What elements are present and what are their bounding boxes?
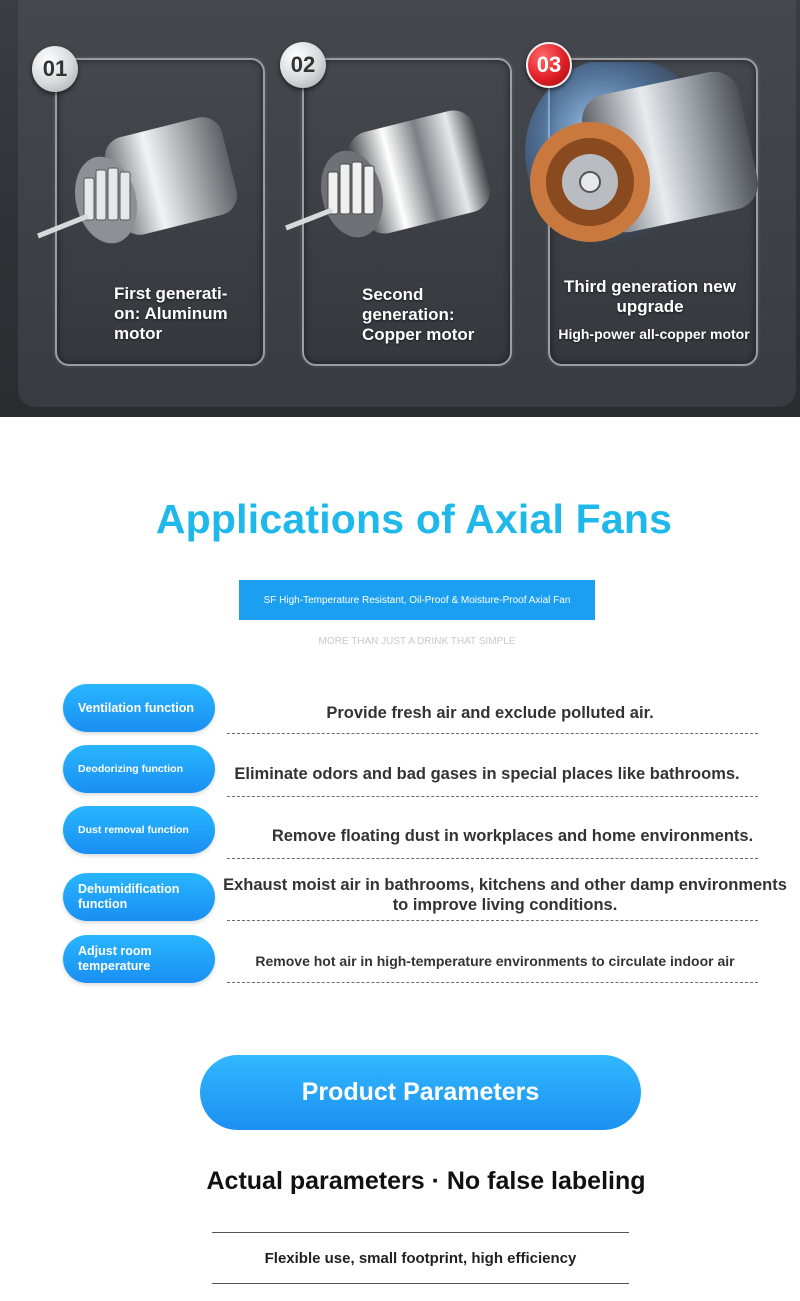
function-description — [222, 875, 788, 915]
divider — [227, 796, 758, 797]
generation-2-line: generation: — [362, 305, 455, 324]
aluminum-motor-image — [36, 108, 246, 258]
generation-2-line: Copper motor — [362, 325, 475, 344]
function-pill-dust-removal: Dust removal function — [63, 806, 215, 854]
divider — [227, 920, 758, 921]
description-line: to improve living conditions. — [392, 896, 618, 914]
copper-motor-image — [282, 98, 502, 248]
applications-title: Applications of Axial Fans — [155, 496, 673, 542]
divider — [227, 858, 758, 859]
generation-badge-3: 03 — [526, 42, 572, 88]
function-description: Provide fresh air and exclude polluted air. — [326, 704, 654, 722]
pill-line: temperature — [78, 959, 151, 973]
generation-3-detail: High-power all-copper motor — [558, 326, 750, 342]
motor-generations-panel — [0, 0, 800, 417]
generation-badge-2: 02 — [280, 42, 326, 88]
generation-badge-1: 01 — [32, 46, 78, 92]
function-pill-deodorizing: Deodorizing function — [63, 745, 215, 793]
tagline: MORE THAN JUST A DRINK THAT SIMPLE — [318, 636, 516, 647]
function-description: Eliminate odors and bad gases in special places like bathrooms. — [234, 765, 740, 783]
function-pill-temperature — [63, 935, 215, 983]
generation-2-label — [362, 285, 502, 345]
generation-1-line: motor — [114, 324, 163, 343]
all-copper-motor-image — [510, 62, 760, 262]
divider — [227, 733, 758, 734]
parameters-subtitle: Flexible use, small footprint, high efficiency — [264, 1250, 577, 1267]
function-pill-ventilation: Ventilation function — [63, 684, 215, 732]
generation-1-line: First generati- — [114, 284, 228, 303]
divider — [227, 982, 758, 983]
function-description: Remove hot air in high-temperature environments to circulate indoor air — [255, 953, 735, 969]
generation-3-line: upgrade — [616, 297, 684, 316]
product-banner: SF High-Temperature Resistant, Oil-Proof & Moisture-Proof Axial Fan — [239, 580, 595, 620]
generation-3-line: Third generation new — [564, 277, 736, 296]
generation-1-line: on: Aluminum — [114, 304, 228, 323]
divider — [212, 1232, 629, 1233]
parameters-heading: Actual parameters · No false labeling — [206, 1167, 646, 1195]
divider — [212, 1283, 629, 1284]
product-parameters-button[interactable]: Product Parameters — [200, 1055, 641, 1130]
generation-2-line: Second — [362, 285, 424, 304]
generation-1-label — [114, 284, 254, 344]
pill-line: Dehumidification — [78, 882, 180, 896]
description-line: Exhaust moist air in bathrooms, kitchens and other damp environments — [223, 876, 787, 894]
pill-line: function — [78, 897, 128, 911]
generation-3-label — [560, 277, 740, 317]
function-description: Remove floating dust in workplaces and home environments. — [271, 827, 754, 845]
pill-line: Adjust room — [78, 944, 152, 958]
function-pill-dehumidification — [63, 873, 215, 921]
